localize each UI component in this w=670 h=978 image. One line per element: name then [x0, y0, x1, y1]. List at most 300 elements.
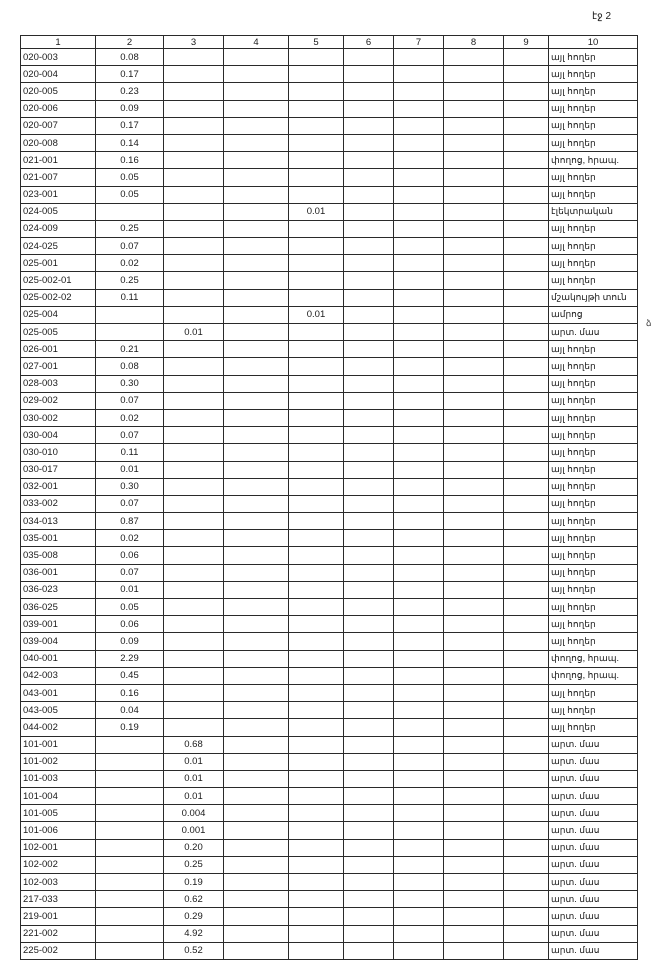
table-cell-col10: այլ հողեր: [549, 427, 638, 444]
table-cell-col10: այլ հողեր: [549, 444, 638, 461]
table-cell-col4: [224, 478, 289, 495]
table-cell-col10: արտ. մաս: [549, 805, 638, 822]
table-cell-col6: [344, 186, 394, 203]
table-cell-col9: [504, 547, 549, 564]
table-cell-col1: 020-005: [21, 83, 96, 100]
table-cell-col3: [164, 49, 224, 66]
column-header-10: 10: [549, 36, 638, 49]
table-cell-col9: [504, 925, 549, 942]
table-cell-col8: [444, 616, 504, 633]
table-cell-col7: [394, 684, 444, 701]
table-cell-col10: արտ. մաս: [549, 925, 638, 942]
table-cell-col7: [394, 942, 444, 959]
table-cell-col5: [289, 375, 344, 392]
table-cell-col3: [164, 289, 224, 306]
table-cell-col1: 039-004: [21, 633, 96, 650]
table-cell-col1: 020-006: [21, 100, 96, 117]
table-cell-col1: 030-017: [21, 461, 96, 478]
table-cell-col4: [224, 547, 289, 564]
table-cell-col4: [224, 341, 289, 358]
table-cell-col8: [444, 100, 504, 117]
table-cell-col10: արտ. մաս: [549, 822, 638, 839]
table-cell-col5: [289, 358, 344, 375]
table-cell-col3: [164, 667, 224, 684]
table-cell-col10: արտ. մաս: [549, 908, 638, 925]
table-cell-col2: 0.23: [96, 83, 164, 100]
table-cell-col4: [224, 856, 289, 873]
table-cell-col6: [344, 341, 394, 358]
table-cell-col3: [164, 719, 224, 736]
table-cell-col7: [394, 753, 444, 770]
table-cell-col3: [164, 409, 224, 426]
table-cell-col5: [289, 495, 344, 512]
table-cell-col8: [444, 839, 504, 856]
table-cell-col2: [96, 942, 164, 959]
table-cell-col2: 0.07: [96, 427, 164, 444]
table-cell-col7: [394, 117, 444, 134]
table-cell-col8: [444, 461, 504, 478]
table-cell-col8: [444, 805, 504, 822]
table-cell-col5: [289, 684, 344, 701]
table-row: [21, 203, 638, 220]
table-cell-col2: 2.29: [96, 650, 164, 667]
table-row: [21, 83, 638, 100]
table-cell-col4: [224, 49, 289, 66]
table-cell-col4: [224, 203, 289, 220]
table-cell-col8: [444, 564, 504, 581]
table-cell-col9: [504, 667, 549, 684]
table-cell-col8: [444, 272, 504, 289]
table-row: [21, 358, 638, 375]
table-cell-col8: [444, 788, 504, 805]
table-row: [21, 100, 638, 117]
table-cell-col8: [444, 753, 504, 770]
table-cell-col2: 0.02: [96, 409, 164, 426]
table-cell-col3: [164, 83, 224, 100]
table-cell-col5: [289, 564, 344, 581]
table-cell-col2: 0.11: [96, 444, 164, 461]
table-row: [21, 908, 638, 925]
table-cell-col2: 0.30: [96, 478, 164, 495]
table-row: [21, 117, 638, 134]
table-cell-col1: 030-002: [21, 409, 96, 426]
table-cell-col7: [394, 324, 444, 341]
table-cell-col5: [289, 581, 344, 598]
column-header-1: 1: [21, 36, 96, 49]
table-cell-col8: [444, 736, 504, 753]
table-cell-col2: 0.09: [96, 100, 164, 117]
table-cell-col6: [344, 530, 394, 547]
table-cell-col5: [289, 444, 344, 461]
table-cell-col4: [224, 255, 289, 272]
table-cell-col1: 036-025: [21, 599, 96, 616]
column-header-3: 3: [164, 36, 224, 49]
table-cell-col7: [394, 169, 444, 186]
table-cell-col4: [224, 753, 289, 770]
table-row: [21, 375, 638, 392]
table-cell-col2: 0.09: [96, 633, 164, 650]
table-cell-col10: այլ հողեր: [549, 461, 638, 478]
table-cell-col4: [224, 100, 289, 117]
table-cell-col10: արտ. մաս: [549, 788, 638, 805]
table-cell-col3: 0.52: [164, 942, 224, 959]
table-cell-col9: [504, 272, 549, 289]
table-cell-col3: [164, 616, 224, 633]
table-cell-col4: [224, 306, 289, 323]
table-cell-col10: այլ հողեր: [549, 684, 638, 701]
table-row: [21, 513, 638, 530]
table-cell-col9: [504, 530, 549, 547]
table-cell-col3: 0.001: [164, 822, 224, 839]
table-cell-col5: [289, 856, 344, 873]
table-cell-col7: [394, 891, 444, 908]
table-cell-col10: այլ հողեր: [549, 547, 638, 564]
table-row: [21, 719, 638, 736]
table-cell-col8: [444, 203, 504, 220]
table-cell-col10: այլ հողեր: [549, 564, 638, 581]
table-cell-col7: [394, 358, 444, 375]
table-cell-col6: [344, 822, 394, 839]
table-row: [21, 152, 638, 169]
table-cell-col2: [96, 874, 164, 891]
table-cell-col6: [344, 839, 394, 856]
table-cell-col1: 036-023: [21, 581, 96, 598]
table-cell-col2: 0.14: [96, 134, 164, 151]
table-cell-col5: [289, 169, 344, 186]
table-cell-col10: մշակույթի տուն: [549, 289, 638, 306]
table-cell-col2: 0.05: [96, 599, 164, 616]
table-row: [21, 684, 638, 701]
table-cell-col7: [394, 788, 444, 805]
table-cell-col7: [394, 495, 444, 512]
table-cell-col1: 219-001: [21, 908, 96, 925]
table-row: [21, 186, 638, 203]
table-cell-col7: [394, 375, 444, 392]
table-cell-col3: [164, 478, 224, 495]
table-cell-col6: [344, 220, 394, 237]
table-cell-col2: 0.30: [96, 375, 164, 392]
table-row: [21, 650, 638, 667]
table-cell-col4: [224, 736, 289, 753]
table-cell-col10: այլ հողեր: [549, 616, 638, 633]
table-cell-col9: [504, 805, 549, 822]
table-row: [21, 530, 638, 547]
table-cell-col4: [224, 719, 289, 736]
table-cell-col9: [504, 169, 549, 186]
table-cell-col7: [394, 547, 444, 564]
table-cell-col8: [444, 358, 504, 375]
table-cell-col1: 026-001: [21, 341, 96, 358]
table-cell-col8: [444, 444, 504, 461]
table-cell-col3: [164, 66, 224, 83]
table-cell-col4: [224, 530, 289, 547]
table-cell-col5: 0.01: [289, 306, 344, 323]
table-cell-col10: ամրոց: [549, 306, 638, 323]
table-cell-col2: 0.07: [96, 238, 164, 255]
table-row: [21, 702, 638, 719]
table-cell-col5: [289, 220, 344, 237]
table-cell-col6: [344, 169, 394, 186]
table-row: [21, 667, 638, 684]
table-cell-col4: [224, 684, 289, 701]
table-cell-col7: [394, 667, 444, 684]
table-cell-col5: [289, 874, 344, 891]
table-cell-col1: 020-003: [21, 49, 96, 66]
table-cell-col9: [504, 238, 549, 255]
table-cell-col5: [289, 152, 344, 169]
table-cell-col9: [504, 616, 549, 633]
table-cell-col3: [164, 684, 224, 701]
table-cell-col1: 101-002: [21, 753, 96, 770]
table-cell-col3: [164, 702, 224, 719]
table-cell-col6: [344, 684, 394, 701]
table-cell-col6: [344, 667, 394, 684]
table-header-row: [21, 36, 638, 49]
table-cell-col2: 0.17: [96, 117, 164, 134]
table-cell-col2: 0.05: [96, 169, 164, 186]
table-cell-col2: [96, 306, 164, 323]
table-cell-col5: [289, 770, 344, 787]
table-cell-col8: [444, 66, 504, 83]
table-cell-col4: [224, 702, 289, 719]
table-cell-col8: [444, 891, 504, 908]
table-cell-col7: [394, 100, 444, 117]
table-cell-col8: [444, 478, 504, 495]
table-row: [21, 856, 638, 873]
table-row: [21, 169, 638, 186]
table-cell-col6: [344, 495, 394, 512]
table-cell-col10: այլ հողեր: [549, 633, 638, 650]
table-cell-col5: [289, 839, 344, 856]
table-cell-col2: [96, 753, 164, 770]
table-cell-col9: [504, 874, 549, 891]
table-row: [21, 272, 638, 289]
table-cell-col1: 101-006: [21, 822, 96, 839]
table-cell-col1: 035-008: [21, 547, 96, 564]
table-cell-col9: [504, 427, 549, 444]
table-cell-col2: 0.25: [96, 272, 164, 289]
table-cell-col8: [444, 152, 504, 169]
table-cell-col4: [224, 839, 289, 856]
table-cell-col5: [289, 238, 344, 255]
table-row: [21, 736, 638, 753]
table-cell-col3: [164, 306, 224, 323]
table-cell-col3: [164, 134, 224, 151]
table-cell-col5: [289, 513, 344, 530]
table-cell-col1: 030-010: [21, 444, 96, 461]
table-cell-col4: [224, 599, 289, 616]
table-cell-col10: այլ հողեր: [549, 341, 638, 358]
table-cell-col3: [164, 513, 224, 530]
table-cell-col4: [224, 908, 289, 925]
table-cell-col4: [224, 409, 289, 426]
table-cell-col6: [344, 547, 394, 564]
table-cell-col10: այլ հողեր: [549, 49, 638, 66]
table-cell-col4: [224, 925, 289, 942]
table-cell-col6: [344, 117, 394, 134]
table-cell-col1: 024-005: [21, 203, 96, 220]
table-cell-col2: 0.07: [96, 495, 164, 512]
table-cell-col9: [504, 375, 549, 392]
table-cell-col1: 027-001: [21, 358, 96, 375]
table-cell-col1: 217-033: [21, 891, 96, 908]
table-cell-col8: [444, 495, 504, 512]
table-cell-col10: այլ հողեր: [549, 409, 638, 426]
table-cell-col3: 0.19: [164, 874, 224, 891]
table-row: [21, 306, 638, 323]
table-cell-col3: 0.01: [164, 788, 224, 805]
table-cell-col6: [344, 478, 394, 495]
table-cell-col9: [504, 134, 549, 151]
table-cell-col2: [96, 822, 164, 839]
table-cell-col10: արտ. մաս: [549, 324, 638, 341]
table-cell-col6: [344, 427, 394, 444]
table-cell-col1: 225-002: [21, 942, 96, 959]
table-cell-col2: [96, 908, 164, 925]
table-cell-col8: [444, 856, 504, 873]
table-cell-col1: 043-001: [21, 684, 96, 701]
table-cell-col1: 025-001: [21, 255, 96, 272]
table-row: [21, 66, 638, 83]
table-cell-col8: [444, 702, 504, 719]
table-row: [21, 392, 638, 409]
table-cell-col2: [96, 203, 164, 220]
table-cell-col5: [289, 117, 344, 134]
table-cell-col8: [444, 770, 504, 787]
table-cell-col9: [504, 753, 549, 770]
table-cell-col7: [394, 564, 444, 581]
table-cell-col6: [344, 719, 394, 736]
table-cell-col5: [289, 908, 344, 925]
table-cell-col10: արտ. մաս: [549, 839, 638, 856]
table-cell-col6: [344, 238, 394, 255]
table-cell-col3: 0.20: [164, 839, 224, 856]
table-cell-col9: [504, 513, 549, 530]
table-cell-col8: [444, 667, 504, 684]
table-cell-col3: [164, 220, 224, 237]
table-cell-col7: [394, 839, 444, 856]
table-cell-col7: [394, 461, 444, 478]
table-cell-col8: [444, 908, 504, 925]
table-cell-col9: [504, 478, 549, 495]
table-cell-col7: [394, 49, 444, 66]
table-cell-col1: 021-001: [21, 152, 96, 169]
table-cell-col7: [394, 702, 444, 719]
table-cell-col4: [224, 461, 289, 478]
table-cell-col2: 0.25: [96, 220, 164, 237]
table-cell-col8: [444, 684, 504, 701]
table-cell-col7: [394, 719, 444, 736]
table-cell-col2: 0.87: [96, 513, 164, 530]
table-cell-col3: [164, 564, 224, 581]
table-cell-col5: [289, 719, 344, 736]
table-cell-col3: [164, 100, 224, 117]
table-cell-col10: այլ հողեր: [549, 375, 638, 392]
table-cell-col3: [164, 375, 224, 392]
table-cell-col7: [394, 616, 444, 633]
table-cell-col7: [394, 530, 444, 547]
table-cell-col7: [394, 650, 444, 667]
column-header-8: 8: [444, 36, 504, 49]
table-cell-col1: 024-025: [21, 238, 96, 255]
table-cell-col5: 0.01: [289, 203, 344, 220]
table-cell-col5: [289, 341, 344, 358]
table-cell-col3: [164, 272, 224, 289]
table-cell-col1: 102-003: [21, 874, 96, 891]
table-cell-col10: արտ. մաս: [549, 856, 638, 873]
table-cell-col3: 0.29: [164, 908, 224, 925]
table-cell-col8: [444, 547, 504, 564]
table-cell-col1: 221-002: [21, 925, 96, 942]
table-cell-col6: [344, 324, 394, 341]
table-cell-col5: [289, 392, 344, 409]
table-cell-col4: [224, 169, 289, 186]
table-cell-col3: [164, 581, 224, 598]
table-cell-col3: [164, 341, 224, 358]
table-cell-col1: 044-002: [21, 719, 96, 736]
table-cell-col9: [504, 495, 549, 512]
table-cell-col5: [289, 891, 344, 908]
table-row: [21, 839, 638, 856]
table-cell-col9: [504, 822, 549, 839]
table-cell-col7: [394, 289, 444, 306]
table-cell-col3: [164, 152, 224, 169]
table-cell-col9: [504, 100, 549, 117]
table-cell-col6: [344, 513, 394, 530]
table-cell-col3: 0.01: [164, 753, 224, 770]
table-cell-col1: 025-002-02: [21, 289, 96, 306]
table-row: [21, 805, 638, 822]
table-cell-col8: [444, 513, 504, 530]
table-cell-col9: [504, 736, 549, 753]
table-cell-col7: [394, 306, 444, 323]
table-cell-col2: 0.17: [96, 66, 164, 83]
table-row: [21, 444, 638, 461]
table-cell-col8: [444, 220, 504, 237]
table-cell-col4: [224, 633, 289, 650]
table-cell-col9: [504, 599, 549, 616]
table-cell-col1: 025-002-01: [21, 272, 96, 289]
table-row: [21, 616, 638, 633]
table-cell-col9: [504, 581, 549, 598]
table-cell-col6: [344, 856, 394, 873]
table-cell-col4: [224, 186, 289, 203]
table-cell-col4: [224, 616, 289, 633]
table-cell-col6: [344, 375, 394, 392]
table-cell-col5: [289, 822, 344, 839]
table-cell-col1: 029-002: [21, 392, 96, 409]
table-cell-col6: [344, 925, 394, 942]
table-cell-col6: [344, 100, 394, 117]
table-cell-col3: [164, 203, 224, 220]
table-cell-col10: այլ հողեր: [549, 392, 638, 409]
table-cell-col3: 0.62: [164, 891, 224, 908]
table-cell-col10: այլ հողեր: [549, 66, 638, 83]
table-cell-col7: [394, 152, 444, 169]
table-cell-col7: [394, 908, 444, 925]
column-header-2: 2: [96, 36, 164, 49]
table-cell-col5: [289, 289, 344, 306]
column-header-4: 4: [224, 36, 289, 49]
table-cell-col8: [444, 581, 504, 598]
table-cell-col8: [444, 49, 504, 66]
table-cell-col2: 0.21: [96, 341, 164, 358]
table-cell-col9: [504, 324, 549, 341]
table-cell-col8: [444, 186, 504, 203]
table-cell-col10: արտ. մաս: [549, 942, 638, 959]
table-cell-col7: [394, 272, 444, 289]
table-cell-col8: [444, 341, 504, 358]
